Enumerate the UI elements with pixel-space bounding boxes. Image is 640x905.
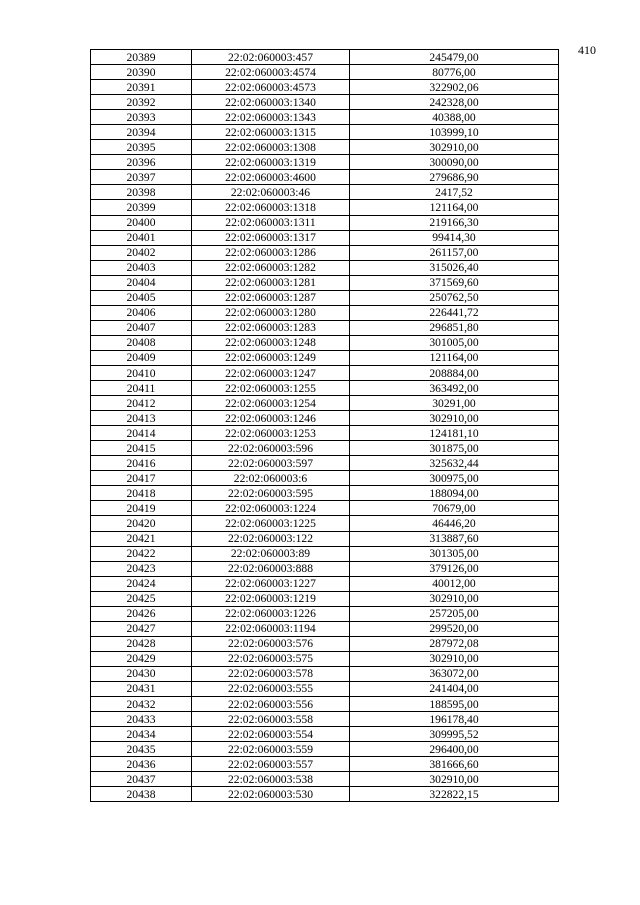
cadastral-value-cell: 309995,52 <box>350 727 559 742</box>
cadastral-number-cell: 22:02:060003:555 <box>192 681 350 696</box>
table-row <box>91 666 559 681</box>
cadastral-value-cell: 250762,50 <box>350 290 559 305</box>
row-number-cell: 20425 <box>91 591 192 606</box>
cadastral-value-cell: 381666,60 <box>350 757 559 772</box>
row-number-cell: 20419 <box>91 501 192 516</box>
cadastral-number-cell: 22:02:060003:122 <box>192 531 350 546</box>
table-row <box>91 441 559 456</box>
row-number-cell: 20398 <box>91 185 192 200</box>
cadastral-value-cell: 219166,30 <box>350 215 559 230</box>
cadastral-number-cell: 22:02:060003:538 <box>192 772 350 787</box>
row-number-cell: 20413 <box>91 411 192 426</box>
cadastral-value-cell: 299520,00 <box>350 621 559 636</box>
table-row <box>91 456 559 471</box>
row-number-cell: 20426 <box>91 606 192 621</box>
table-row <box>91 155 559 170</box>
row-number-cell: 20429 <box>91 651 192 666</box>
table-row <box>91 531 559 546</box>
row-number-cell: 20391 <box>91 80 192 95</box>
table-row <box>91 215 559 230</box>
table-row <box>91 787 559 802</box>
page-number: 410 <box>578 43 596 57</box>
cadastral-value-cell: 257205,00 <box>350 606 559 621</box>
row-number-cell: 20427 <box>91 621 192 636</box>
cadastral-value-cell: 313887,60 <box>350 531 559 546</box>
table-row <box>91 727 559 742</box>
cadastral-number-cell: 22:02:060003:46 <box>192 185 350 200</box>
cadastral-value-cell: 363072,00 <box>350 666 559 681</box>
cadastral-number-cell: 22:02:060003:1308 <box>192 140 350 155</box>
cadastral-number-cell: 22:02:060003:1227 <box>192 576 350 591</box>
cadastral-number-cell: 22:02:060003:1248 <box>192 335 350 350</box>
row-number-cell: 20409 <box>91 350 192 365</box>
table-row <box>91 125 559 140</box>
table-row <box>91 335 559 350</box>
row-number-cell: 20397 <box>91 170 192 185</box>
cadastral-value-cell: 99414,30 <box>350 230 559 245</box>
cadastral-number-cell: 22:02:060003:1254 <box>192 396 350 411</box>
cadastral-number-cell: 22:02:060003:1317 <box>192 230 350 245</box>
row-number-cell: 20438 <box>91 787 192 802</box>
cadastral-value-cell: 70679,00 <box>350 501 559 516</box>
cadastral-number-cell: 22:02:060003:1194 <box>192 621 350 636</box>
cadastral-number-cell: 22:02:060003:6 <box>192 471 350 486</box>
cadastral-value-cell: 296851,80 <box>350 320 559 335</box>
row-number-cell: 20416 <box>91 456 192 471</box>
row-number-cell: 20405 <box>91 290 192 305</box>
table-row <box>91 697 559 712</box>
table-row <box>91 426 559 441</box>
row-number-cell: 20403 <box>91 260 192 275</box>
cadastral-number-cell: 22:02:060003:1287 <box>192 290 350 305</box>
row-number-cell: 20393 <box>91 110 192 125</box>
cadastral-number-cell: 22:02:060003:556 <box>192 697 350 712</box>
table-row <box>91 486 559 501</box>
row-number-cell: 20401 <box>91 230 192 245</box>
row-number-cell: 20404 <box>91 275 192 290</box>
row-number-cell: 20437 <box>91 772 192 787</box>
table-row <box>91 471 559 486</box>
row-number-cell: 20433 <box>91 712 192 727</box>
cadastral-value-cell: 302910,00 <box>350 411 559 426</box>
cadastral-value-cell: 300975,00 <box>350 471 559 486</box>
table-row <box>91 80 559 95</box>
row-number-cell: 20420 <box>91 516 192 531</box>
cadastral-value-cell: 302910,00 <box>350 772 559 787</box>
row-number-cell: 20418 <box>91 486 192 501</box>
row-number-cell: 20435 <box>91 742 192 757</box>
table-body <box>91 50 559 802</box>
cadastral-number-cell: 22:02:060003:1255 <box>192 381 350 396</box>
cadastral-value-cell: 302910,00 <box>350 591 559 606</box>
table-row <box>91 516 559 531</box>
cadastral-number-cell: 22:02:060003:1219 <box>192 591 350 606</box>
row-number-cell: 20400 <box>91 215 192 230</box>
table-row <box>91 591 559 606</box>
cadastral-value-cell: 261157,00 <box>350 245 559 260</box>
row-number-cell: 20410 <box>91 365 192 380</box>
row-number-cell: 20434 <box>91 727 192 742</box>
cadastral-value-cell: 208884,00 <box>350 365 559 380</box>
cadastral-value-cell: 245479,00 <box>350 50 559 65</box>
cadastral-value-table <box>90 49 559 802</box>
cadastral-number-cell: 22:02:060003:1246 <box>192 411 350 426</box>
table-row <box>91 606 559 621</box>
table-row <box>91 396 559 411</box>
cadastral-value-cell: 315026,40 <box>350 260 559 275</box>
cadastral-number-cell: 22:02:060003:1343 <box>192 110 350 125</box>
row-number-cell: 20394 <box>91 125 192 140</box>
cadastral-value-cell: 103999,10 <box>350 125 559 140</box>
table-row <box>91 260 559 275</box>
table-row <box>91 636 559 651</box>
row-number-cell: 20411 <box>91 381 192 396</box>
table-row <box>91 742 559 757</box>
cadastral-value-cell: 40388,00 <box>350 110 559 125</box>
row-number-cell: 20402 <box>91 245 192 260</box>
table-row <box>91 546 559 561</box>
cadastral-number-cell: 22:02:060003:1340 <box>192 95 350 110</box>
cadastral-value-cell: 279686,90 <box>350 170 559 185</box>
cadastral-number-cell: 22:02:060003:1225 <box>192 516 350 531</box>
cadastral-number-cell: 22:02:060003:575 <box>192 651 350 666</box>
cadastral-number-cell: 22:02:060003:595 <box>192 486 350 501</box>
table-row <box>91 65 559 80</box>
table-row <box>91 245 559 260</box>
cadastral-number-cell: 22:02:060003:1311 <box>192 215 350 230</box>
cadastral-value-cell: 363492,00 <box>350 381 559 396</box>
cadastral-value-cell: 121164,00 <box>350 350 559 365</box>
row-number-cell: 20424 <box>91 576 192 591</box>
cadastral-number-cell: 22:02:060003:1226 <box>192 606 350 621</box>
cadastral-value-cell: 302910,00 <box>350 651 559 666</box>
row-number-cell: 20392 <box>91 95 192 110</box>
cadastral-number-cell: 22:02:060003:578 <box>192 666 350 681</box>
table-row <box>91 140 559 155</box>
row-number-cell: 20432 <box>91 697 192 712</box>
row-number-cell: 20399 <box>91 200 192 215</box>
cadastral-value-cell: 322822,15 <box>350 787 559 802</box>
table-row <box>91 320 559 335</box>
cadastral-value-cell: 301005,00 <box>350 335 559 350</box>
cadastral-number-cell: 22:02:060003:1247 <box>192 365 350 380</box>
table-row <box>91 365 559 380</box>
table-row <box>91 350 559 365</box>
cadastral-value-cell: 371569,60 <box>350 275 559 290</box>
cadastral-number-cell: 22:02:060003:1318 <box>192 200 350 215</box>
cadastral-value-cell: 287972,08 <box>350 636 559 651</box>
table-row <box>91 411 559 426</box>
row-number-cell: 20423 <box>91 561 192 576</box>
cadastral-value-cell: 322902,06 <box>350 80 559 95</box>
cadastral-value-cell: 188595,00 <box>350 697 559 712</box>
cadastral-number-cell: 22:02:060003:1315 <box>192 125 350 140</box>
row-number-cell: 20417 <box>91 471 192 486</box>
cadastral-number-cell: 22:02:060003:1253 <box>192 426 350 441</box>
table-row <box>91 275 559 290</box>
cadastral-value-cell: 2417,52 <box>350 185 559 200</box>
cadastral-number-cell: 22:02:060003:1283 <box>192 320 350 335</box>
cadastral-number-cell: 22:02:060003:1224 <box>192 501 350 516</box>
cadastral-value-cell: 30291,00 <box>350 396 559 411</box>
cadastral-value-cell: 121164,00 <box>350 200 559 215</box>
row-number-cell: 20414 <box>91 426 192 441</box>
row-number-cell: 20422 <box>91 546 192 561</box>
cadastral-value-cell: 242328,00 <box>350 95 559 110</box>
table-row <box>91 681 559 696</box>
table-row <box>91 381 559 396</box>
table-row <box>91 621 559 636</box>
cadastral-number-cell: 22:02:060003:1319 <box>192 155 350 170</box>
table-row <box>91 501 559 516</box>
cadastral-value-cell: 80776,00 <box>350 65 559 80</box>
cadastral-value-cell: 300090,00 <box>350 155 559 170</box>
table-row <box>91 200 559 215</box>
table-row <box>91 230 559 245</box>
row-number-cell: 20395 <box>91 140 192 155</box>
cadastral-value-cell: 241404,00 <box>350 681 559 696</box>
cadastral-number-cell: 22:02:060003:1286 <box>192 245 350 260</box>
cadastral-number-cell: 22:02:060003:4600 <box>192 170 350 185</box>
row-number-cell: 20390 <box>91 65 192 80</box>
cadastral-value-cell: 196178,40 <box>350 712 559 727</box>
table-row <box>91 305 559 320</box>
row-number-cell: 20421 <box>91 531 192 546</box>
table-row <box>91 712 559 727</box>
row-number-cell: 20428 <box>91 636 192 651</box>
table-row <box>91 757 559 772</box>
row-number-cell: 20407 <box>91 320 192 335</box>
cadastral-value-cell: 379126,00 <box>350 561 559 576</box>
row-number-cell: 20415 <box>91 441 192 456</box>
cadastral-value-cell: 302910,00 <box>350 140 559 155</box>
cadastral-number-cell: 22:02:060003:558 <box>192 712 350 727</box>
cadastral-number-cell: 22:02:060003:557 <box>192 757 350 772</box>
cadastral-number-cell: 22:02:060003:1281 <box>192 275 350 290</box>
row-number-cell: 20389 <box>91 50 192 65</box>
cadastral-value-cell: 301305,00 <box>350 546 559 561</box>
cadastral-value-cell: 46446,20 <box>350 516 559 531</box>
table-row <box>91 651 559 666</box>
row-number-cell: 20412 <box>91 396 192 411</box>
row-number-cell: 20431 <box>91 681 192 696</box>
cadastral-value-cell: 188094,00 <box>350 486 559 501</box>
table-row <box>91 50 559 65</box>
cadastral-number-cell: 22:02:060003:1280 <box>192 305 350 320</box>
cadastral-number-cell: 22:02:060003:1282 <box>192 260 350 275</box>
row-number-cell: 20396 <box>91 155 192 170</box>
cadastral-value-cell: 296400,00 <box>350 742 559 757</box>
row-number-cell: 20436 <box>91 757 192 772</box>
table-row <box>91 110 559 125</box>
cadastral-value-cell: 124181,10 <box>350 426 559 441</box>
cadastral-value-cell: 226441,72 <box>350 305 559 320</box>
cadastral-number-cell: 22:02:060003:530 <box>192 787 350 802</box>
cadastral-number-cell: 22:02:060003:4574 <box>192 65 350 80</box>
table-row <box>91 561 559 576</box>
cadastral-number-cell: 22:02:060003:4573 <box>192 80 350 95</box>
cadastral-number-cell: 22:02:060003:559 <box>192 742 350 757</box>
cadastral-number-cell: 22:02:060003:457 <box>192 50 350 65</box>
table-row <box>91 185 559 200</box>
cadastral-value-cell: 325632,44 <box>350 456 559 471</box>
cadastral-number-cell: 22:02:060003:554 <box>192 727 350 742</box>
cadastral-value-cell: 301875,00 <box>350 441 559 456</box>
cadastral-number-cell: 22:02:060003:576 <box>192 636 350 651</box>
row-number-cell: 20406 <box>91 305 192 320</box>
table-row <box>91 576 559 591</box>
cadastral-number-cell: 22:02:060003:596 <box>192 441 350 456</box>
table-row <box>91 290 559 305</box>
cadastral-number-cell: 22:02:060003:597 <box>192 456 350 471</box>
cadastral-number-cell: 22:02:060003:89 <box>192 546 350 561</box>
cadastral-number-cell: 22:02:060003:888 <box>192 561 350 576</box>
cadastral-number-cell: 22:02:060003:1249 <box>192 350 350 365</box>
table-row <box>91 95 559 110</box>
cadastral-value-cell: 40012,00 <box>350 576 559 591</box>
row-number-cell: 20408 <box>91 335 192 350</box>
table-row <box>91 170 559 185</box>
table-row <box>91 772 559 787</box>
row-number-cell: 20430 <box>91 666 192 681</box>
